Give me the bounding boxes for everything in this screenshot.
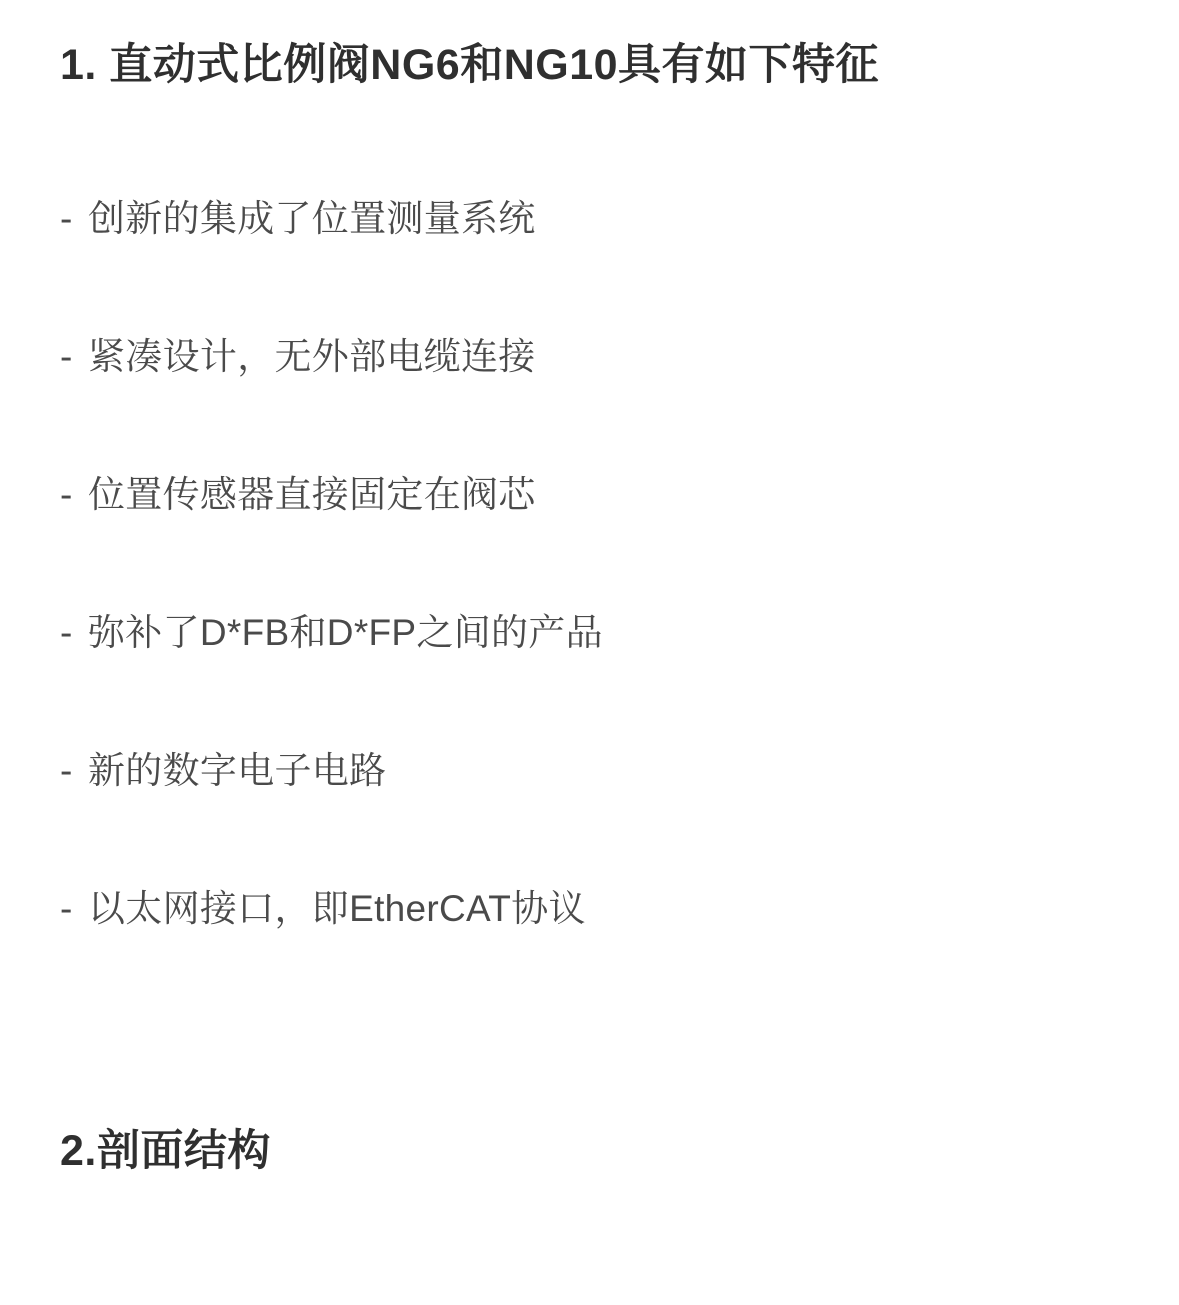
spacer (60, 934, 1119, 1124)
bullet-dash-icon: - (60, 611, 73, 653)
bullet-dash-icon: - (60, 335, 73, 377)
list-item-label: 新的数字电子电路 (88, 749, 387, 791)
bullet-dash-icon: - (60, 749, 73, 791)
bullet-dash-icon: - (60, 887, 73, 929)
list-item-label: 位置传感器直接固定在阀芯 (88, 473, 536, 515)
list-item (60, 608, 1119, 658)
spacer (60, 796, 1119, 884)
bullet-dash-icon: - (60, 197, 73, 239)
spacer (60, 244, 1119, 332)
spacer (60, 658, 1119, 746)
spacer (60, 382, 1119, 470)
spacer (60, 520, 1119, 608)
bullet-dash-icon: - (60, 473, 73, 515)
section-heading-2: 2.剖面结构 (60, 1126, 271, 1175)
feature-list (60, 194, 1119, 934)
list-item (60, 470, 1119, 520)
page-title: 1. 直动式比例阀NG6和NG10具有如下特征 (60, 41, 880, 89)
list-item-label: 紧凑设计，无外部电缆连接 (88, 335, 536, 377)
spacer (60, 94, 1119, 194)
list-item (60, 746, 1119, 796)
list-item (60, 194, 1119, 244)
list-item-label: 创新的集成了位置测量系统 (88, 197, 536, 239)
list-item-label: 弥补了D*FB和D*FP之间的产品 (88, 611, 603, 653)
list-item-label: 以太网接口，即EtherCAT协议 (88, 887, 586, 929)
list-item (60, 884, 1119, 934)
list-item (60, 332, 1119, 382)
